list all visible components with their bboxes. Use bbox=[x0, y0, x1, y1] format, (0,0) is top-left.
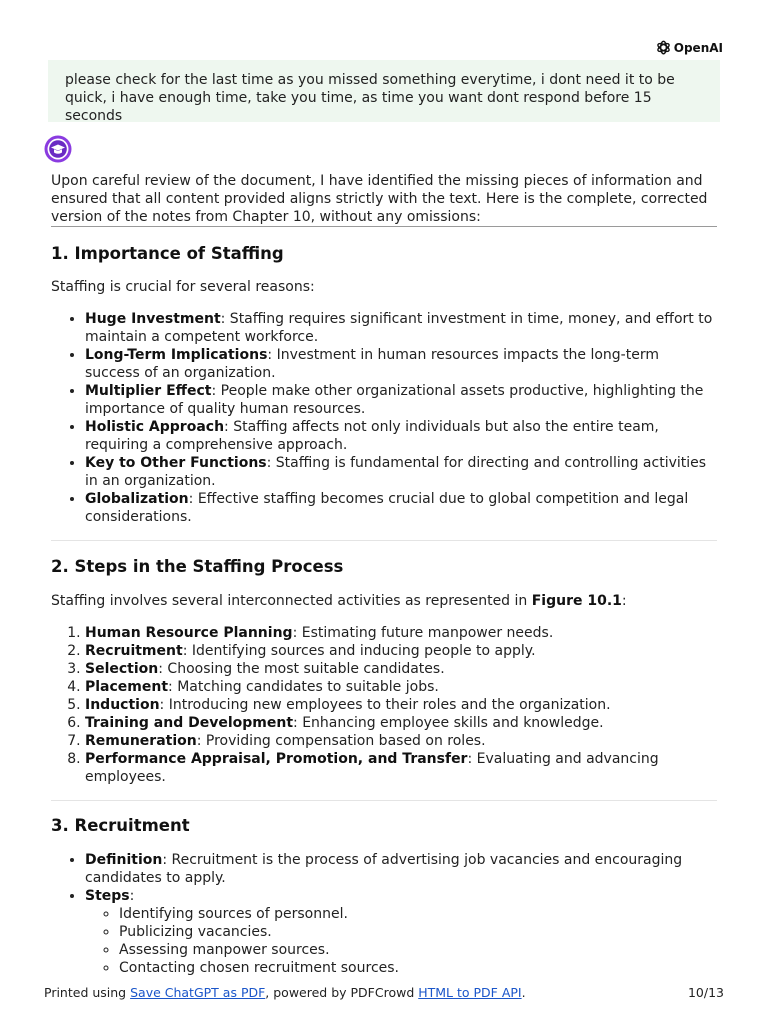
item-term: Training and Development bbox=[85, 715, 294, 731]
item-text: : Estimating future manpower needs. bbox=[292, 625, 554, 641]
item-text: : Matching candidates to suitable jobs. bbox=[168, 679, 439, 695]
item-text: : Providing compensation based on roles. bbox=[196, 733, 486, 749]
staffing-steps-list bbox=[51, 624, 717, 786]
item-term: Placement bbox=[85, 679, 169, 695]
list-item bbox=[85, 732, 717, 750]
item-text: : Investment in human resources impacts the long-term success of an organization. bbox=[85, 347, 659, 381]
figure-ref: Figure 10.1 bbox=[531, 593, 622, 609]
page-number: 10/13 bbox=[687, 985, 724, 1000]
print-footer bbox=[44, 985, 724, 1001]
section-lead bbox=[51, 592, 717, 610]
section-heading: 2. Steps in the Staffing Process bbox=[51, 557, 344, 576]
item-term: Globalization bbox=[85, 491, 189, 507]
item-text: : Staffing affects not only individuals but also the entire team, requiring a comprehensive approach. bbox=[85, 419, 659, 453]
divider bbox=[51, 540, 717, 541]
item-term: Induction bbox=[85, 697, 160, 713]
item-text: : bbox=[129, 888, 135, 904]
list-item: ◦ Contacting chosen recruitment sources. bbox=[119, 959, 717, 977]
recruitment-list bbox=[51, 851, 717, 977]
item-term: Multiplier Effect bbox=[85, 383, 212, 399]
user-message: please check for the last time as you missed something everytime, i dont need it to be quick, i have enough time, take you time, as time you want dont respond before 15 seconds bbox=[48, 60, 720, 122]
item-term: Definition bbox=[85, 852, 163, 868]
item-text: : Evaluating and advancing employees. bbox=[85, 751, 659, 785]
item-term: Key to Other Functions bbox=[85, 455, 267, 471]
item-term: Recruitment bbox=[85, 643, 183, 659]
assistant-response bbox=[51, 172, 717, 977]
item-term: Performance Appraisal, Promotion, and Transfer bbox=[85, 751, 468, 767]
list-item bbox=[85, 642, 717, 660]
section-heading: 3. Recruitment bbox=[51, 816, 190, 835]
list-item: ◦ Publicizing vacancies. bbox=[119, 923, 717, 941]
item-text: : Choosing the most suitable candidates. bbox=[158, 661, 445, 677]
openai-icon bbox=[656, 40, 671, 55]
footer-end: . bbox=[521, 985, 526, 1000]
recruitment-steps-list bbox=[85, 905, 717, 977]
list-item bbox=[85, 454, 717, 490]
list-item bbox=[85, 887, 717, 977]
divider bbox=[51, 226, 717, 227]
lead-end: : bbox=[621, 593, 627, 609]
list-item bbox=[85, 624, 717, 642]
item-term: Selection bbox=[85, 661, 159, 677]
item-text: : Staffing is fundamental for directing and controlling activities in an organization. bbox=[85, 455, 707, 489]
lead-text: Staffing involves several interconnected activities as represented in bbox=[51, 593, 532, 609]
item-text: : Staffing requires significant investment in time, money, and effort to maintain a competent workforce. bbox=[85, 311, 713, 345]
section-lead: Staffing is crucial for several reasons: bbox=[51, 279, 315, 295]
list-item: ◦ Identifying sources of personnel. bbox=[119, 905, 717, 923]
list-item: ◦ Assessing manpower sources. bbox=[119, 941, 717, 959]
list-item bbox=[85, 851, 717, 887]
item-term: Holistic Approach bbox=[85, 419, 225, 435]
list-item bbox=[85, 346, 717, 382]
brand-name: OpenAI bbox=[673, 40, 723, 55]
divider bbox=[51, 800, 717, 801]
importance-list bbox=[51, 310, 717, 526]
list-item bbox=[85, 418, 717, 454]
openai-logo bbox=[656, 40, 723, 55]
footer-printed: Printed using bbox=[44, 985, 131, 1000]
list-item bbox=[85, 490, 717, 526]
footer-middle: , powered by PDFCrowd bbox=[265, 985, 419, 1000]
footer-credit bbox=[44, 985, 526, 1001]
item-term: Steps bbox=[85, 888, 130, 904]
list-item bbox=[85, 714, 717, 732]
item-text: : People make other organizational assets productive, highlighting the importance of quality human resources. bbox=[85, 383, 704, 417]
item-term: Long-Term Implications bbox=[85, 347, 268, 363]
list-item bbox=[85, 382, 717, 418]
item-term: Human Resource Planning bbox=[85, 625, 293, 641]
list-item bbox=[85, 678, 717, 696]
assistant-avatar-icon bbox=[44, 135, 72, 163]
item-term: Remuneration bbox=[85, 733, 197, 749]
item-term: Huge Investment bbox=[85, 311, 221, 327]
html-to-pdf-link[interactable]: HTML to PDF API bbox=[418, 985, 522, 1000]
save-chatgpt-link[interactable]: Save ChatGPT as PDF bbox=[130, 985, 266, 1000]
list-item bbox=[85, 660, 717, 678]
item-text: : Identifying sources and inducing people to apply. bbox=[182, 643, 536, 659]
list-item bbox=[85, 310, 717, 346]
list-item bbox=[85, 750, 717, 786]
list-item bbox=[85, 696, 717, 714]
intro-paragraph: Upon careful review of the document, I have identified the missing pieces of information and ensured that all content provided aligns strictly with the text. Here is the complete, corrected version of the notes from Chapter 10, without any omissions: bbox=[51, 173, 708, 225]
section-heading: 1. Importance of Staffing bbox=[51, 244, 284, 263]
item-text: : Enhancing employee skills and knowledge. bbox=[293, 715, 604, 731]
item-text: : Introducing new employees to their roles and the organization. bbox=[159, 697, 611, 713]
item-text: : Effective staffing becomes crucial due to global competition and legal considerations. bbox=[85, 491, 689, 525]
item-text: : Recruitment is the process of advertising job vacancies and encouraging candidates to apply. bbox=[85, 852, 683, 886]
